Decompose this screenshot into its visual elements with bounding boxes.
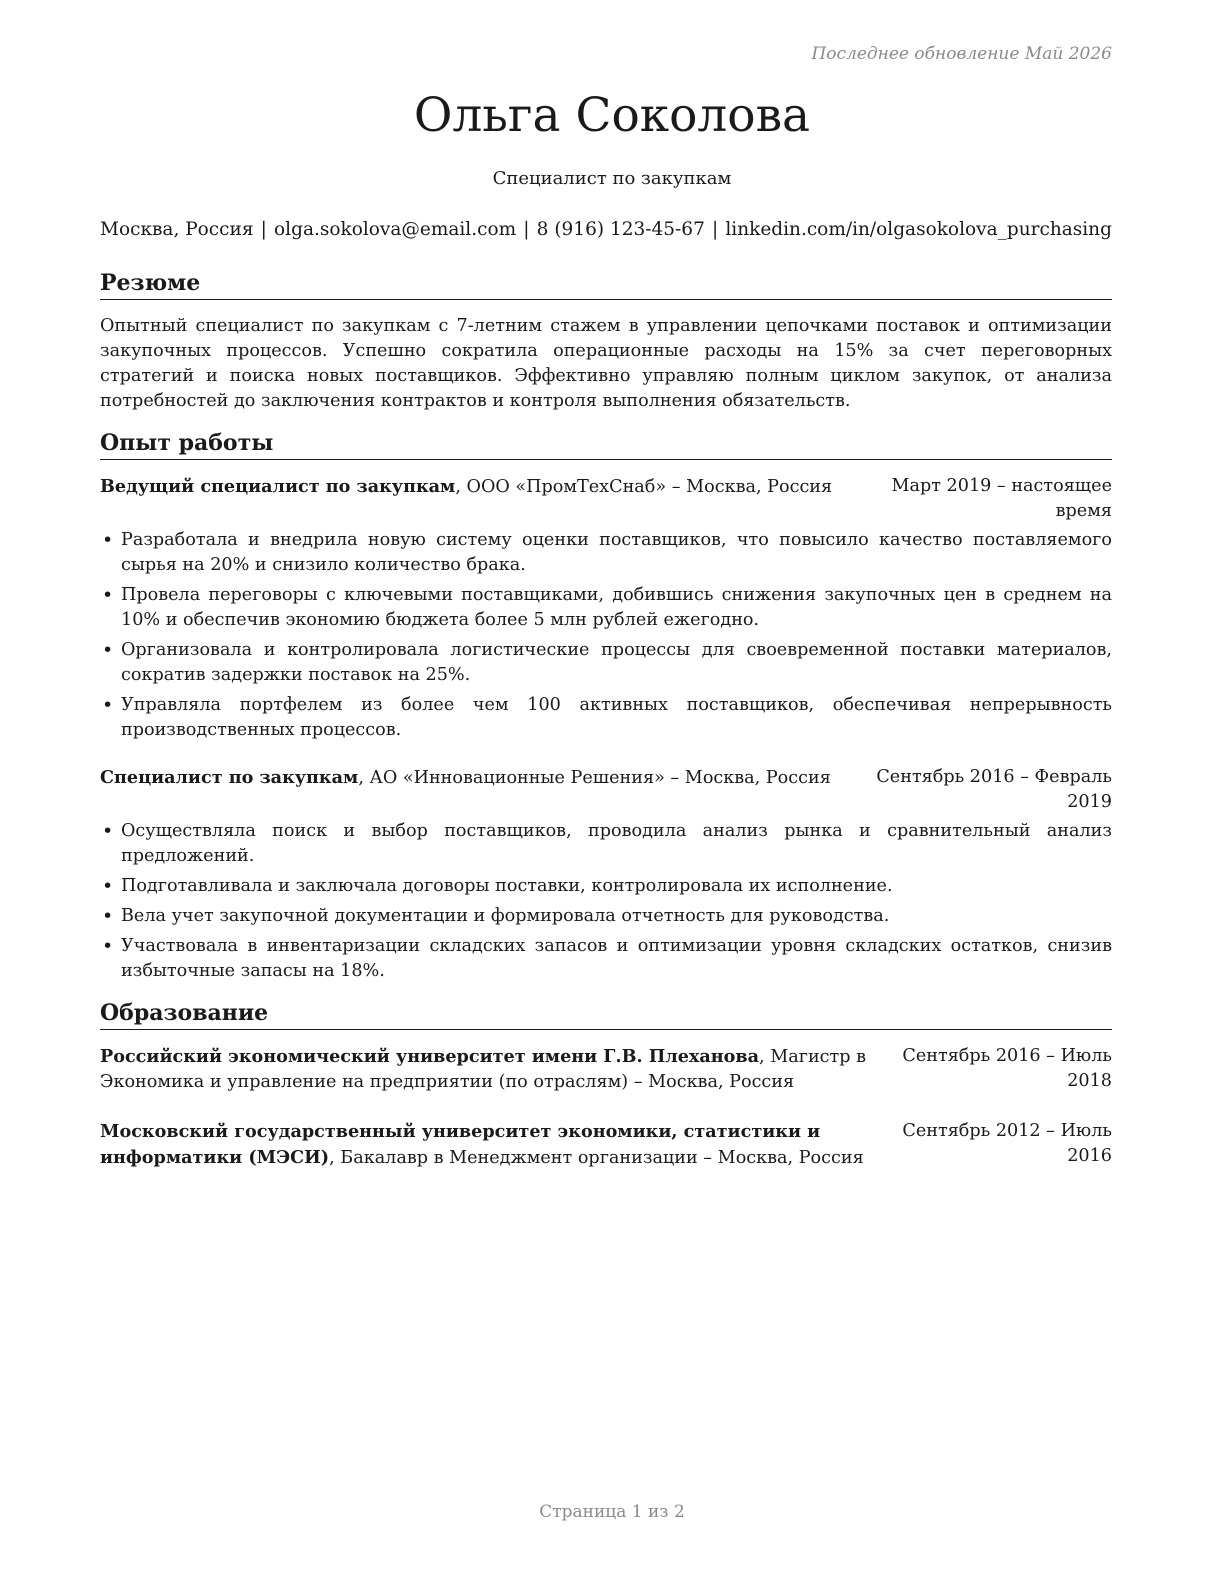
list-item: • Организовала и контролировала логистические процессы для своевременной поставки материалов, сократив задержки поставок на 25%. — [100, 638, 1112, 688]
contact-linkedin[interactable]: linkedin.com/in/olgasokolova_purchasing — [725, 219, 1112, 240]
list-item: • Разработала и внедрила новую систему оценки поставщиков, что повысило качество поставляемого сырья на 20% и снизило количество брака. — [100, 528, 1112, 578]
list-item: • Участвовала в инвентаризации складских запасов и оптимизации уровня складских остатков, снизив избыточные запасы на 18%. — [100, 934, 1112, 984]
list-item: • Вела учет закупочной документации и формировала отчетность для руководства. — [100, 904, 1112, 929]
education-entry — [100, 1044, 1112, 1095]
summary-text: Опытный специалист по закупкам с 7-летним стажем в управлении цепочками поставок и оптимизации закупочных процессов. Успешно сократила операционные расходы на 15% за счет переговорных стратегий и поиска новых поставщиков. Эффективно управляю полным циклом закупок, от анализа потребностей до заключения контрактов и контроля выполнения обязательств. — [100, 316, 1112, 411]
list-item: • Подготавливала и заключала договоры поставки, контролировала их исполнение. — [100, 874, 1112, 899]
education-details — [100, 1119, 878, 1171]
contact-separator: | — [711, 219, 719, 240]
education-entry — [100, 1119, 1112, 1171]
section-heading-education: Образование — [100, 998, 1112, 1030]
job-bullets — [100, 819, 1112, 984]
job-entry — [100, 765, 1112, 984]
contact-separator: | — [523, 219, 530, 240]
job-bullets — [100, 528, 1112, 743]
education-dates: Сентябрь 2012 – Июль 2016 — [902, 1121, 1112, 1166]
section-heading-summary: Резюме — [100, 268, 1112, 300]
education-dates: Сентябрь 2016 – Июль 2018 — [902, 1046, 1112, 1091]
list-item: • Управляла портфелем из более чем 100 активных поставщиков, обеспечивая непрерывность производственных процессов. — [100, 693, 1112, 743]
job-title: Специалист по закупкам — [492, 168, 732, 189]
education-details — [100, 1044, 878, 1095]
job-header — [100, 765, 1112, 815]
contact-line — [100, 219, 1112, 240]
list-item: • Осуществляла поиск и выбор поставщиков, проводила анализ рынка и сравнительный анализ предложений. — [100, 819, 1112, 869]
job-company: , АО «Инновационные Решения» – Москва, Россия — [358, 768, 831, 788]
education-degree: , Магистр в Экономика и управление на предприятии (по отраслям) – Москва, Россия — [100, 1047, 867, 1092]
education-school: Московский государственный университет экономики, статистики и информатики (МЭСИ) — [100, 1121, 821, 1168]
page-number: Страница 1 из 2 — [539, 1502, 685, 1522]
education-school: Российский экономический университет имени Г.В. Плеханова — [100, 1046, 760, 1067]
job-title-company — [100, 765, 860, 815]
job-company: , ООО «ПромТехСнаб» – Москва, Россия — [455, 477, 833, 497]
job-title-company — [100, 474, 860, 524]
list-item: • Провела переговоры с ключевыми поставщиками, добившись снижения закупочных цен в среднем на 10% и обеспечив экономию бюджета более 5 млн рублей ежегодно. — [100, 583, 1112, 633]
last-updated: Последнее обновление Май 2026 — [811, 44, 1112, 64]
education-degree: , Бакалавр в Менеджмент организации – Москва, Россия — [329, 1148, 864, 1168]
job-position: Специалист по закупкам — [100, 767, 359, 788]
resume-content — [100, 268, 1112, 1171]
section-heading-experience: Опыт работы — [100, 428, 1112, 460]
contact-phone: 8 (916) 123-45-67 — [536, 219, 705, 240]
job-dates: Март 2019 – настоящее время — [891, 476, 1112, 521]
job-dates: Сентябрь 2016 – Февраль 2019 — [876, 767, 1112, 812]
contact-email[interactable]: olga.sokolova@email.com — [274, 219, 517, 240]
job-position: Ведущий специалист по закупкам — [100, 476, 456, 497]
contact-location: Москва, Россия — [100, 219, 254, 240]
job-header — [100, 474, 1112, 524]
contact-separator: | — [260, 219, 267, 240]
candidate-name: Ольга Соколова — [413, 88, 811, 143]
job-entry — [100, 474, 1112, 743]
